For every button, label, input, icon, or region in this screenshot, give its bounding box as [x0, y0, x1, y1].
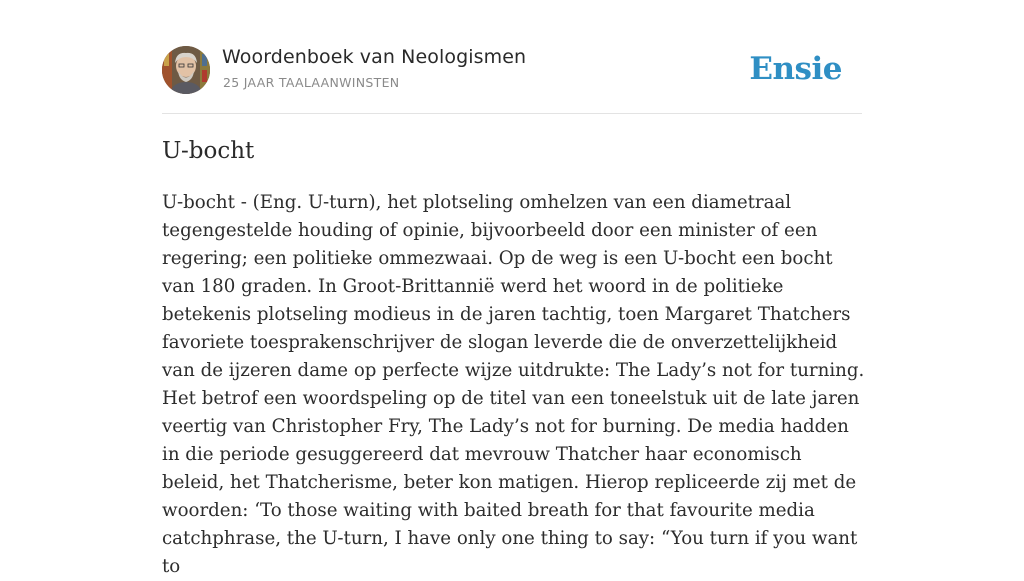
header-divider	[162, 113, 862, 114]
entry-body: U-bocht - (Eng. U-turn), het plotseling omhelzen van een diametraal tegengestelde houding of opinie, bijvoorbeeld door een minister of een regering; een politieke ommezwaai. Op de weg is een U-bocht een bocht van 180 graden. In Groot-Brittannië werd het woord in de politieke betekenis plotseling modieus in de jaren tachtig, toen Margaret Thatchers favoriete toesprakenschrijver de slogan leverde die de onverzettelijkheid van de ijzeren dame op perfecte wijze uitdrukte: The Lady’s not for turning. Het betrof een woordspeling op de titel van een toneelstuk uit de late jaren veertig van Christopher Fry, The Lady’s not for burning. De media hadden in die periode gesuggereerd dat mevrouw Thatcher haar economisch beleid, het Thatcherisme, beter kon matigen. Hierop repliceerde zij met de woorden: ‘To those waiting with baited breath for that favourite media catchphrase, the U-turn, I have only one thing to say: “You turn if you want to	[162, 192, 865, 577]
header	[162, 46, 862, 96]
author-portrait-icon	[162, 46, 210, 94]
entry-title: U-bocht	[162, 138, 255, 164]
ensie-logo[interactable]: Ensie	[749, 51, 842, 87]
page	[162, 0, 865, 577]
site-subtitle: 25 JAAR TAALAANWINSTEN	[223, 75, 400, 90]
site-title[interactable]: Woordenboek van Neologismen	[222, 46, 527, 68]
author-avatar[interactable]	[162, 46, 210, 94]
